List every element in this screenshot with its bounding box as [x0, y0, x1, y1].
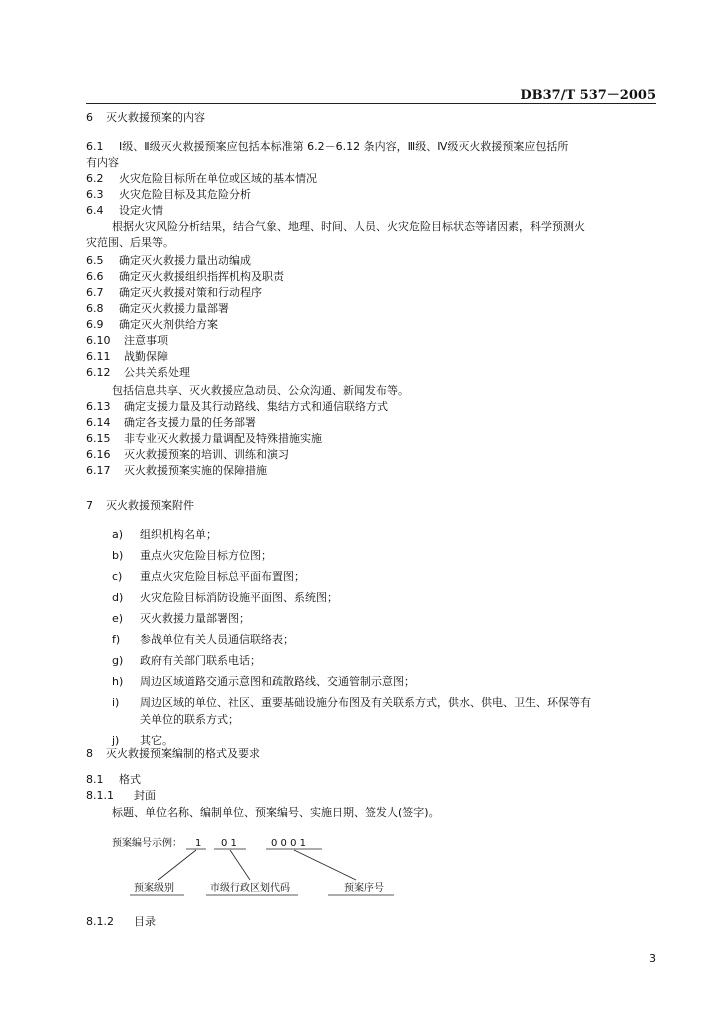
- item-number: 6.5: [86, 254, 104, 267]
- item-number: 6.9: [86, 318, 104, 331]
- section-title: 格式: [119, 773, 141, 786]
- item-number: 6.1: [86, 140, 104, 153]
- example-label: 预案编号示例：: [112, 838, 182, 849]
- section-8-1-1-text: 标题、单位名称、编制单位、预案编号、实施日期、签发人(签字)。: [112, 806, 440, 819]
- item-text: 非专业灭火救援力量调配及特殊措施实施: [124, 432, 322, 445]
- item-number: 6.3: [86, 188, 104, 201]
- section-6-item: [86, 447, 289, 463]
- item-number: 6.8: [86, 302, 104, 315]
- list-text: 政府有关部门联系电话；: [140, 654, 261, 667]
- list-text: 重点火灾危险目标方位图；: [140, 549, 272, 562]
- item-text: 灾范围、后果等。: [86, 236, 174, 249]
- list-label: b): [112, 549, 124, 562]
- section-6-item: [86, 301, 229, 317]
- appendix-list-item: [112, 590, 338, 606]
- section-number: 8: [86, 747, 93, 760]
- section-8-1-2-heading: [86, 914, 156, 930]
- section-6-item: [86, 399, 388, 415]
- item-number: 6.6: [86, 270, 104, 283]
- appendix-list-item: [112, 548, 272, 564]
- appendix-list-item: [140, 712, 239, 728]
- section-6-item: [86, 285, 262, 301]
- numbering-example-diagram: [100, 834, 420, 898]
- item-number: 6.4: [86, 204, 104, 217]
- section-number: 8.1.1: [86, 789, 114, 802]
- list-text: 灭火救援力量部署图；: [140, 612, 250, 625]
- appendix-list-item: [112, 653, 261, 669]
- section-6-item: [86, 203, 163, 219]
- section-6-item: [86, 463, 267, 479]
- item-number: 6.2: [86, 172, 104, 185]
- item-text: 确定各支援力量的任务部署: [124, 416, 256, 429]
- list-label: d): [112, 591, 124, 604]
- item-number: 6.13: [86, 400, 111, 413]
- list-text: 重点火灾危险目标总平面布置图；: [140, 570, 305, 583]
- leader-level: [158, 850, 196, 880]
- item-text: 确定灭火救援对策和行动程序: [119, 286, 262, 299]
- section-8-heading: [86, 746, 260, 762]
- section-6-item: [86, 349, 168, 365]
- list-text: 组织机构名单；: [140, 528, 217, 541]
- appendix-list-item: [112, 674, 415, 690]
- section-8-1-heading: [86, 772, 141, 788]
- section-number: 6: [86, 111, 93, 124]
- item-number: 6.16: [86, 448, 111, 461]
- section-6-item: [86, 139, 568, 155]
- section-6-item: [86, 253, 251, 269]
- item-text: 包括信息共享、灭火救援应急动员、公众沟通、新闻发布等。: [112, 384, 409, 397]
- section-6-heading: [86, 110, 205, 126]
- section-title: 灭火救援预案的内容: [106, 111, 205, 124]
- example-seq-code: 0 0 0 1: [271, 838, 306, 849]
- section-title: 目录: [134, 915, 156, 928]
- item-number: 6.10: [86, 334, 111, 347]
- caption-level: 预案级别: [134, 883, 174, 894]
- list-text: 参战单位有关人员通信联络表；: [140, 633, 294, 646]
- item-number: 6.17: [86, 464, 111, 477]
- item-text: 注意事项: [124, 334, 168, 347]
- item-text: 火灾危险目标及其危险分析: [119, 188, 251, 201]
- section-6-item: [112, 383, 409, 399]
- list-text: 其它。: [140, 734, 173, 747]
- item-number: 6.15: [86, 432, 111, 445]
- item-number: 6.11: [86, 350, 111, 363]
- list-label: f): [112, 633, 121, 646]
- item-text: 确定灭火救援力量部署: [119, 302, 229, 315]
- item-text: 灭火救援预案实施的保障措施: [124, 464, 267, 477]
- section-6-item: [112, 219, 585, 235]
- item-text: 火灾危险目标所在单位或区域的基本情况: [119, 172, 317, 185]
- example-city-code: 0 1: [221, 838, 237, 849]
- item-text: 战勤保障: [124, 350, 168, 363]
- leader-city: [230, 850, 250, 880]
- section-6-item: [86, 333, 168, 349]
- list-label: h): [112, 675, 124, 688]
- item-text: 公共关系处理: [124, 366, 190, 379]
- page-header-code: DB37/T 537－2005: [520, 88, 656, 103]
- item-number: 6.7: [86, 286, 104, 299]
- section-6-item: [86, 187, 251, 203]
- item-text: 灭火救援预案的培训、训练和演习: [124, 448, 289, 461]
- item-text: 确定支援力量及其行动路线、集结方式和通信联络方式: [124, 400, 388, 413]
- section-6-item: [86, 317, 218, 333]
- example-level-code: 1: [195, 838, 202, 849]
- list-text: 关单位的联系方式；: [140, 713, 239, 726]
- section-6-item: [86, 365, 190, 381]
- section-6-item: [86, 155, 119, 171]
- item-number: 6.12: [86, 366, 111, 379]
- section-8-1-1-heading: [86, 788, 156, 804]
- caption-seq: 预案序号: [344, 883, 384, 894]
- list-text: 周边区域的单位、社区、重要基础设施分布图及有关联系方式，供水、供电、卫生、环保等有: [140, 696, 591, 709]
- section-6-item: [86, 431, 322, 447]
- leader-seq: [294, 850, 356, 880]
- list-label: a): [112, 528, 124, 541]
- appendix-list-item: [112, 695, 591, 711]
- section-6-item: [86, 415, 256, 431]
- list-label: c): [112, 570, 123, 583]
- section-number: 8.1.2: [86, 915, 114, 928]
- list-text: 火灾危险目标消防设施平面图、系统图；: [140, 591, 338, 604]
- item-number: 6.14: [86, 416, 111, 429]
- section-title: 封面: [134, 789, 156, 802]
- list-label: j): [112, 734, 120, 747]
- section-6-item: [86, 269, 284, 285]
- list-label: e): [112, 612, 124, 625]
- item-text: 根据火灾风险分析结果，结合气象、地理、时间、人员、火灾危险目标状态等诸因素，科学预测火: [112, 220, 585, 233]
- appendix-list-item: [112, 632, 294, 648]
- list-label: i): [112, 696, 120, 709]
- item-text: 确定灭火救援力量出动编成: [119, 254, 251, 267]
- caption-city: 市级行政区划代码: [210, 883, 290, 894]
- section-6-item: [86, 235, 174, 251]
- section-7-heading: [86, 498, 194, 514]
- list-text: 周边区域道路交通示意图和疏散路线、交通管制示意图；: [140, 675, 415, 688]
- list-label: g): [112, 654, 124, 667]
- section-number: 8.1: [86, 773, 104, 786]
- header-rule: [86, 103, 656, 104]
- item-text: 设定火情: [119, 204, 163, 217]
- appendix-list-item: [112, 611, 250, 627]
- section-title: 灭火救援预案编制的格式及要求: [106, 747, 260, 760]
- item-text: 有内容: [86, 156, 119, 169]
- item-text: 确定灭火救援组织指挥机构及职责: [119, 270, 284, 283]
- appendix-list-item: [112, 569, 305, 585]
- page-number: 3: [649, 952, 656, 965]
- section-title: 灭火救援预案附件: [106, 499, 194, 512]
- item-text: 确定灭火剂供给方案: [119, 318, 218, 331]
- section-number: 7: [86, 499, 93, 512]
- item-text: Ⅰ级、Ⅱ级灭火救援预案应包括本标准第 6.2－6.12 条内容，Ⅲ级、Ⅳ级灭火救援预案应包括所: [119, 140, 569, 153]
- section-6-item: [86, 171, 317, 187]
- appendix-list-item: [112, 527, 217, 543]
